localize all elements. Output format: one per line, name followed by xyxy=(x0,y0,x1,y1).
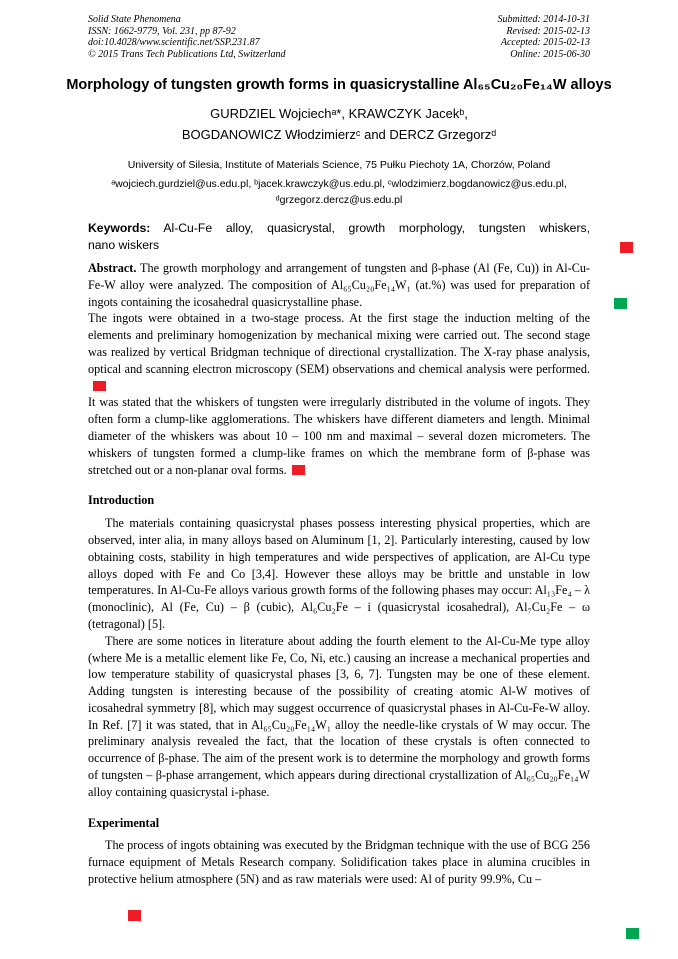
doi-line: doi:10.4028/www.scientific.net/SSP.231.87 xyxy=(88,37,260,49)
abstract xyxy=(88,260,590,478)
copyright-line: © 2015 Trans Tech Publications Ltd, Switzerland xyxy=(88,48,286,60)
journal-name: Solid State Phenomena xyxy=(88,14,181,25)
paragraph: The materials containing quasicrystal phases possess interesting physical properties, which are observed, inter alia, in many alloys based on Aluminum [1, 2]. Particularly interesting, caused by low obtaining costs, stability in high temperatures and wide perspectives of application, are Al-Cu type alloys doped with Fe and Co [3,4]. However these alloys may be brittle and unstable in low temperatures. In Al-Cu-Fe alloys various growth forms of the following phases may occur: Al₁₃Fe₄ – λ (monoclinic), Al (Fe, Cu) – β (cubic), Al₆Cu₂Fe – i (quasicrystal icosahedral), Al₇Cu₂Fe – ω (tetragonal) [5]. xyxy=(88,516,590,631)
page-title: Morphology of tungsten growth forms in quasicrystalline Al₆₅Cu₂₀Fe₁₄W alloys xyxy=(66,77,612,94)
authors-line-2: BOGDANOWICZ Włodzimierzᶜ and DERCZ Grzegorzᵈ xyxy=(181,127,497,143)
journal-info xyxy=(88,14,286,60)
abstract-p3-text: It was stated that the whiskers of tungsten were irregularly distributed in the volume of ingots. They often form a clump-like agglomerations. The whiskers have different diameters and length. Minimal diameter of the whiskers was about 10 – 100 nm and maximal – several dozen micrometers. The whiskers of tungsten formed a clump-like frames on which the membrane form of β-phase was stretched out or a non-planar oval forms. xyxy=(88,395,590,477)
keywords-label: Keywords: xyxy=(88,221,151,236)
abstract-p1-text: The growth morphology and arrangement of tungsten and β-phase (Al (Fe, Cu)) in Al-Cu-Fe-W alloy were analyzed. The composition of Al₆₅Cu₂₀Fe₁₄W₁ (at.%) was used for preparation of ingots containing the icosahedral quasicrystalline phase. xyxy=(88,260,590,309)
keywords-text: Al-Cu-Fe alloy, quasicrystal, growth morphology, tungsten whiskers, xyxy=(150,221,590,236)
abstract-paragraph-2 xyxy=(88,310,590,394)
annotation-box-red xyxy=(93,381,106,391)
annotation-box-red xyxy=(620,242,633,253)
section-introduction xyxy=(88,492,590,800)
authors xyxy=(88,103,590,145)
revised-date: Revised: 2015-02-13 xyxy=(506,25,590,37)
abstract-label: Abstract. xyxy=(88,260,137,275)
abstract-paragraph-3 xyxy=(88,394,590,478)
abstract-paragraph-1 xyxy=(88,260,590,310)
paragraph: There are some notices in literature about adding the fourth element to the Al-Cu-Me type alloy (where Me is a metallic element like Fe, Co, Ni, etc.) causing an increase a mechanical properties and low temperature stability of quasicrystal phases [3, 6, 7]. Tungsten may be one of these element. Adding tungsten is interesting because of the possibility of creating atomic Al-W motives of icosahedral symmetry [8], which may suggest occurrence of quasicrystal phases in Al-Cu-Fe-W alloy. In Ref. [7] it was stated, that in Al₆₅Cu₂₀Fe₁₄W₁ alloy the needle-like crystals of W may occur. The preliminary analysis revealed the fact, that the location of these crystals is often connected to occurrence of β-phase. The aim of the present work is to determine the morphology and growth forms of tungsten – β-phase arrangement, which appears during directional crystallization of Al₆₅Cu₂₀Fe₁₄W alloy containing quasicrystal i-phase. xyxy=(88,633,590,799)
submitted-date: Submitted: 2014-10-31 xyxy=(497,14,590,25)
authors-line-1: GURDZIEL Wojciechᵃ*, KRAWCZYK Jacekᵇ, xyxy=(210,106,468,122)
annotation-box-red xyxy=(128,910,141,921)
section-experimental xyxy=(88,815,590,888)
annotation-box-green xyxy=(626,928,639,939)
annotation-box-green xyxy=(614,298,627,309)
abstract-p2-text: The ingots were obtained in a two-stage process. At the first stage the induction melting of the elements and preliminary homogenization by mechanical mixing were carried out. The second stage was realized by vertical Bridgman technique of directional crystallization. The X-ray phase analysis, optical and scanning electron microscopy (SEM) observations and chemical analysis were performed. xyxy=(88,311,590,376)
keywords-line-1 xyxy=(88,220,590,237)
online-date: Online: 2015-06-30 xyxy=(510,48,590,60)
section-heading-introduction: Introduction xyxy=(88,493,155,508)
accepted-date: Accepted: 2015-02-13 xyxy=(500,37,590,49)
paragraph: The process of ingots obtaining was executed by the Bridgman technique with the use of BCG 256 furnace equipment of Metals Research company. Solidification takes place in alumina crucibles in protective helium atmosphere (5N) and as raw materials were used: Al of purity 99.9%, Cu – xyxy=(88,838,590,887)
submission-dates xyxy=(498,14,591,60)
section-heading-experimental: Experimental xyxy=(88,815,160,830)
keywords-block xyxy=(88,220,590,254)
annotation-box-red xyxy=(292,465,305,475)
issn-volume-line: ISSN: 1662-9779, Vol. 231, pp 87-92 xyxy=(88,25,236,37)
keywords-line-2: nano wiskers xyxy=(88,238,160,253)
author-emails: ᵃwojciech.gurdziel@us.edu.pl, ᵇjacek.krawczyk@us.edu.pl, ᶜwlodzimierz.bogdanowicz@us.edu.pl, ᵈgrzegorz.dercz@us.edu.pl xyxy=(111,178,567,206)
page-header xyxy=(88,14,590,60)
affiliation: University of Silesia, Institute of Materials Science, 75 Pułku Piechoty 1A, Chorzów, Poland xyxy=(127,159,551,172)
